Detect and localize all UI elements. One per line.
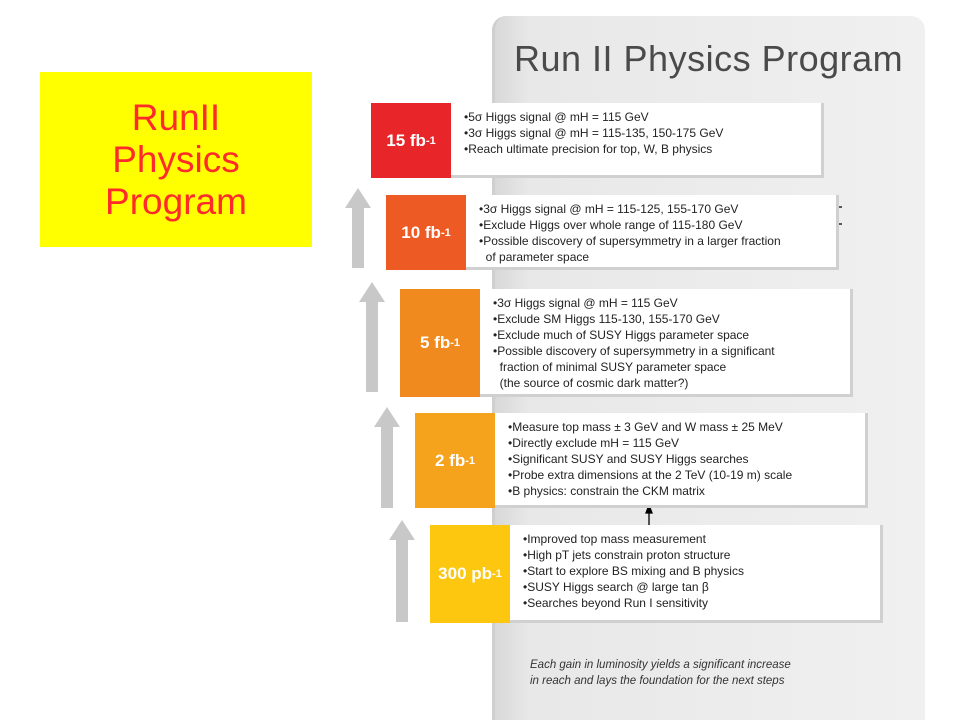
bullet-continuation: of parameter space <box>485 250 590 264</box>
bullet: • Possible discovery of supersymmetry in a significant <box>493 343 775 359</box>
stage-15fb <box>371 103 824 178</box>
stage-content <box>466 195 839 270</box>
bullet: • Probe extra dimensions at the 2 TeV (10-19 m) scale <box>508 467 792 483</box>
bullet: • Exclude SM Higgs 115-130, 155-170 GeV <box>493 311 775 327</box>
bullet: • Start to explore BS mixing and B physics <box>523 563 744 579</box>
panel-title: Run II Physics Program <box>514 38 904 79</box>
bullet: • High pT jets constrain proton structure <box>523 547 744 563</box>
stage-label: 300 pb -1 <box>430 525 510 623</box>
bullet: • Reach ultimate precision for top, W, B physics <box>464 141 723 157</box>
bullet: • Exclude Higgs over whole range of 115-180 GeV <box>479 217 781 233</box>
stage-content <box>495 413 868 508</box>
stage-5fb <box>400 289 853 397</box>
bullet: • 3σ Higgs signal @ mH = 115 GeV <box>493 295 775 311</box>
stage-label: 2 fb -1 <box>415 413 495 508</box>
footnote: Each gain in luminosity yields a significant increase in reach and lays the foundation for the next steps <box>530 659 791 687</box>
bullet: • SUSY Higgs search @ large tan β <box>523 579 744 595</box>
bullet: • 5σ Higgs signal @ mH = 115 GeV <box>464 109 723 125</box>
stage-content <box>510 525 883 623</box>
stage-content <box>451 103 824 178</box>
stage-10fb <box>386 195 839 270</box>
stage-label: 10 fb -1 <box>386 195 466 270</box>
up-arrow-icon <box>359 282 385 392</box>
bullet: • Possible discovery of supersymmetry in a larger fraction <box>479 233 781 249</box>
stage-label: 15 fb -1 <box>371 103 451 178</box>
bullet: • Directly exclude mH = 115 GeV <box>508 435 792 451</box>
bullet: • Improved top mass measurement <box>523 531 744 547</box>
bullet: • Significant SUSY and SUSY Higgs searches <box>508 451 792 467</box>
slide-title: RunII Physics Program <box>105 96 247 222</box>
bullet: • B physics: constrain the CKM matrix <box>508 483 792 499</box>
stage-label: 5 fb -1 <box>400 289 480 397</box>
up-arrow-icon <box>389 520 415 622</box>
stage-2fb <box>415 413 868 508</box>
bullet-continuation: (the source of cosmic dark matter?) <box>499 376 689 390</box>
bullet: • Measure top mass ± 3 GeV and W mass ± 25 MeV <box>508 419 792 435</box>
bullet: • Exclude much of SUSY Higgs parameter space <box>493 327 775 343</box>
bullet: • 3σ Higgs signal @ mH = 115-125, 155-170 GeV <box>479 201 781 217</box>
stage-content <box>480 289 853 397</box>
up-arrow-icon <box>345 188 371 268</box>
stage-300pb <box>430 525 883 623</box>
bullet: • 3σ Higgs signal @ mH = 115-135, 150-175 GeV <box>464 125 723 141</box>
bullet-continuation: fraction of minimal SUSY parameter space <box>499 360 727 374</box>
up-arrow-icon <box>374 407 400 508</box>
bullet: • Searches beyond Run I sensitivity <box>523 595 744 611</box>
